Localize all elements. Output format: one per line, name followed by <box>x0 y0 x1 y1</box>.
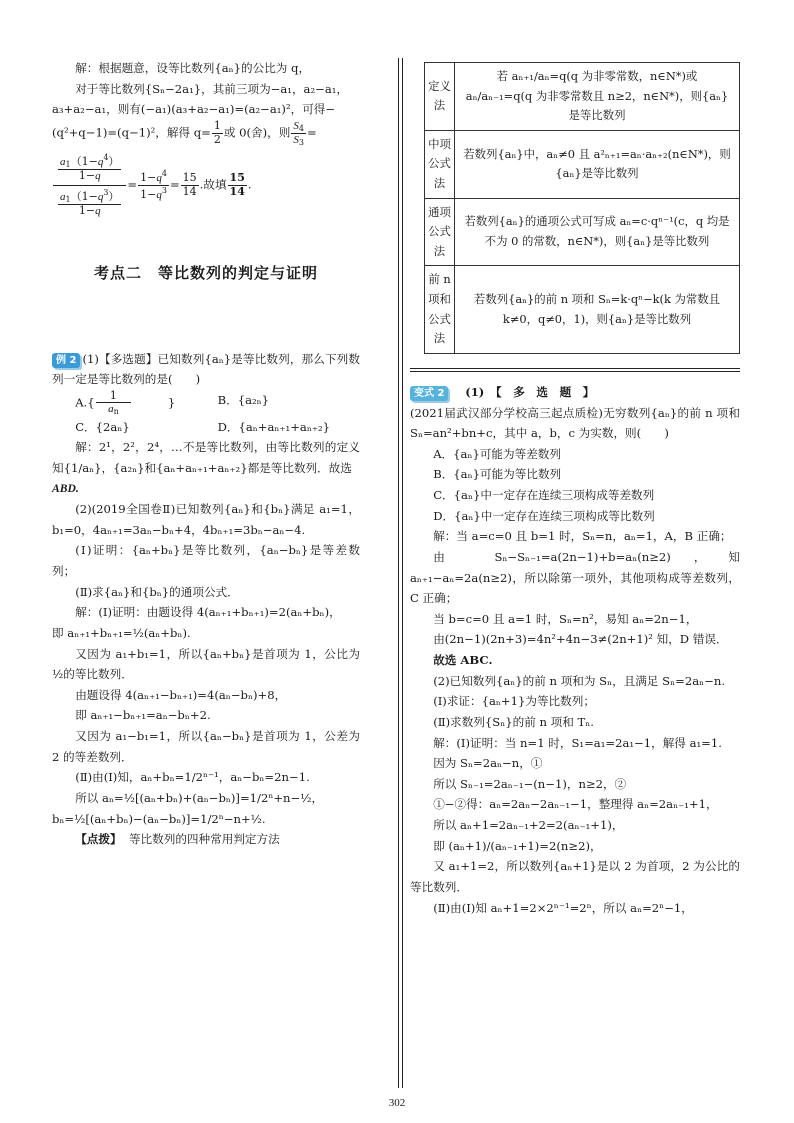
option-d: D．{aₙ+aₙ₊₁+aₙ₊₂} <box>217 419 330 434</box>
option-d: D．{aₙ}中一定存在连续三项构成等比数列 <box>433 508 655 523</box>
method-name: 定义法 <box>425 63 455 131</box>
double-rule-divider <box>410 368 740 372</box>
solution-line: bₙ=½[(aₙ+bₙ)−(aₙ−bₙ)]=1/2ⁿ−n+½. <box>52 811 266 826</box>
solution-line: 即 aₙ₊₁−bₙ₊₁=aₙ−bₙ+2. <box>75 708 211 723</box>
method-table <box>424 62 740 354</box>
solution-line: 解：根据题意，设等比数列{aₙ}的公比为 q， <box>75 61 311 75</box>
solution-line: (Ⅱ)由(Ⅰ)知 aₙ+1=2×2ⁿ⁻¹=2ⁿ，所以 aₙ=2ⁿ−1， <box>433 900 693 915</box>
answer-fill-text: 故填 <box>203 177 227 192</box>
solution-line: 又因为 a₁−b₁=1，所以{aₙ−bₙ}是首项为 1，公差为 2 的等差数列． <box>52 729 360 764</box>
solution-line: 又 a₁+1=2，所以数列{aₙ+1}是以 2 为首项，2 为公比的等比数列． <box>410 859 740 894</box>
solution-line: 即 (aₙ+1)/(aₙ₋₁+1)=2(n≥2)， <box>433 838 602 853</box>
solution-text: (q²+q−1)=(q−1)²，解得 q= <box>52 125 211 140</box>
question-text: (2)(2019全国卷Ⅱ)已知数列{aₙ}和{bₙ}满足 a₁=1，b₁=0，4aₙ₊₁=3aₙ−bₙ+4，4bₙ₊₁=3bₙ−aₙ−4. <box>52 502 360 537</box>
answer-compound-fraction: $\frac{\frac{a_1(1-q^4)}{1-q}}{\frac{a_1(1-q^3)}{1-q}}$ = $\frac{1-q^4}{1-q^3}$ = $\frac{15}{14}$ .故填 $\frac{15}{14}$ . <box>52 151 360 220</box>
method-name: 中项公式法 <box>425 130 455 198</box>
solution-line: 所以 aₙ+1=2aₙ₋₁+2=2(aₙ₋₁+1)， <box>433 818 624 833</box>
question-part-ii: (Ⅱ)求{aₙ}和{bₙ}的通项公式． <box>75 584 239 599</box>
solution-line: 由(2n−1)(2n+3)=4n²+4n−3≠(2n+1)² 知，D 错误． <box>433 632 728 647</box>
solution-line: 解：当 a=c=0 且 b=1 时，Sₙ=n，aₙ=1，A，B 正确； <box>433 529 732 544</box>
compound-fraction: $\frac{\frac{a_1(1-q^4)}{1-q}}{\frac{a_1(1-q^3)}{1-q}}$ <box>53 151 126 220</box>
option-b: B．{a₂ₙ} <box>217 392 270 407</box>
question-text: (2021届武汉部分学校高三起点质检)无穷数列{aₙ}的前 n 项和 Sₙ=an²+bn+c，其中 a，b，c 为实数，则( ) <box>410 405 740 441</box>
solution-line: 即 aₙ₊₁+bₙ₊₁=½(aₙ+bₙ). <box>52 625 191 640</box>
option-a: A.{ $\frac{1}{a_n}$ } <box>75 388 176 417</box>
method-name: 前 n 项和公式法 <box>425 266 455 353</box>
method-name: 通项公式法 <box>425 198 455 266</box>
question-text: (2)已知数列{aₙ}的前 n 项和为 Sₙ，且满足 Sₙ=2aₙ−n. <box>433 673 726 688</box>
solution-line: 对于等比数列{Sₙ−2a₁}，其前三项为−a₁，a₂−a₁， <box>75 81 348 96</box>
option-c: C．{2aₙ} <box>75 419 130 434</box>
solution-line: (Ⅱ)由(Ⅰ)知，aₙ+bₙ=1/2ⁿ⁻¹，aₙ−bₙ=2n−1. <box>75 770 310 785</box>
page-number: 302 <box>388 1097 406 1109</box>
column-divider-left <box>398 58 399 1088</box>
question-part-i: (Ⅰ)证明：{aₙ+bₙ}是等比数列，{aₙ−bₙ}是等差数列； <box>52 543 360 579</box>
solution-line: 所以 aₙ=½[(aₙ+bₙ)+(aₙ−bₙ)]=1/2ⁿ+n−½， <box>75 790 324 805</box>
option-row <box>75 417 360 438</box>
left-column <box>52 58 360 850</box>
table-row <box>425 266 740 353</box>
solution-line: 因为 Sₙ=2aₙ−n，① <box>433 756 543 771</box>
solution-line: 由题设得 4(aₙ₊₁−bₙ₊₁)=4(aₙ−bₙ)+8， <box>75 687 287 702</box>
solution-line: (q²+q−1)=(q−1)²，解得 q= $\frac{1}{2}$ 或 0(舍)，则 $\frac{S_4}{S_3}$ = <box>52 119 317 148</box>
tip-line <box>52 829 360 850</box>
method-desc: 若 aₙ₊₁/aₙ=q(q 为非零常数，n∈N*)或 aₙ/aₙ₋₁=q(q 为非零常数且 n≥2，n∈N*)，则{aₙ}是等比数列 <box>455 63 740 131</box>
method-desc: 若数列{aₙ}的前 n 项和 Sₙ=k·qⁿ−k(k 为常数且 k≠0，q≠0，1)，则{aₙ}是等比数列 <box>455 266 740 353</box>
right-column <box>410 58 740 918</box>
section-title: 考点二 等比数列的判定与证明 <box>93 263 318 282</box>
option-c: C．{aₙ}中一定存在连续三项构成等差数列 <box>433 488 655 503</box>
solution-line: 所以 Sₙ₋₁=2aₙ₋₁−(n−1)，n≥2，② <box>433 776 627 791</box>
solution-line: 解：(Ⅰ)证明：由题设得 4(aₙ₊₁+bₙ₊₁)=2(aₙ+bₙ)， <box>75 605 341 620</box>
table-row <box>425 130 740 198</box>
tip-text: 等比数列的四种常用判定方法 <box>128 832 280 847</box>
answer-fraction-bold: $\frac{15}{14}$ <box>229 171 245 199</box>
variant-header: 变式 2 (1) 【 多 选 题 】 <box>410 382 740 403</box>
option-row <box>75 390 360 417</box>
method-desc: 若数列{aₙ}的通项公式可写成 aₙ=c·qⁿ⁻¹(c，q 均是不为 0 的常数，n∈N*)，则{aₙ}是等比数列 <box>455 198 740 266</box>
method-desc: 若数列{aₙ}中，aₙ≠0 且 a²ₙ₊₁=aₙ·aₙ₊₂(n∈N*)，则{aₙ}是等比数列 <box>455 130 740 198</box>
variant-tag: 变式 2 <box>410 386 448 401</box>
solution-line: a₃+a₂−a₁，则有(−a₁)(a₃+a₂−a₁)=(a₂−a₁)²，可得− <box>52 102 336 117</box>
solution-line: ①−②得：aₙ=2aₙ−2aₙ₋₁−1，整理得 aₙ=2aₙ₋₁+1， <box>433 797 718 812</box>
solution-text: 解：2¹，2²，2⁴，…不是等比数列，由等比数列的定义知{1/aₙ}，{a₂ₙ}和{aₙ+aₙ₊₁+aₙ₊₂}都是等比数列．故选 <box>52 440 360 475</box>
fraction-15-14: $\frac{15}{14}$ <box>182 171 197 199</box>
option-a: A．{aₙ}可能为等差数列 <box>433 446 561 461</box>
example-tag: 例 2 <box>52 353 80 368</box>
solution-answer: 故选 ABC. <box>433 653 493 668</box>
fraction-s4-s3: $\frac{S_4}{S_3}$ <box>293 119 304 148</box>
solution-line: 由 Sₙ−Sₙ₋₁=a(2n−1)+b=aₙ(n≥2)，知 aₙ₊₁−aₙ=2a(n≥2)，所以除第一项外，其他项构成等差数列，C 正确； <box>410 549 740 606</box>
solution-answer: ABD. <box>52 481 79 495</box>
solution-line: 当 b=c=0 且 a=1 时，Sₙ=n²，易知 aₙ=2n−1， <box>433 611 698 626</box>
solution-line: 又因为 a₁+b₁=1，所以{aₙ+bₙ}是首项为 1，公比为½的等比数列． <box>52 646 360 682</box>
example-question: 例 2 (1)【多选题】已知数列{aₙ}是等比数列，那么下列数列一定是等比数列的是( ) <box>52 351 360 387</box>
question-part-ii: (Ⅱ)求数列{Sₙ}的前 n 项和 Tₙ. <box>433 714 594 729</box>
option-b: B．{aₙ}可能为等比数列 <box>433 467 562 482</box>
table-row <box>425 63 740 131</box>
column-divider-right <box>402 58 403 1088</box>
solution-text: 或 0(舍)，则 <box>223 125 291 140</box>
table-row <box>425 198 740 266</box>
tip-label: 【点拨】 <box>75 832 122 847</box>
fraction-one-half: $\frac{1}{2}$ <box>213 119 221 147</box>
solution-line: 解：(Ⅰ)证明：当 n=1 时，S₁=a₁=2a₁−1，解得 a₁=1. <box>433 735 722 750</box>
question-part-i: (Ⅰ)求证：{aₙ+1}为等比数列； <box>433 694 595 709</box>
